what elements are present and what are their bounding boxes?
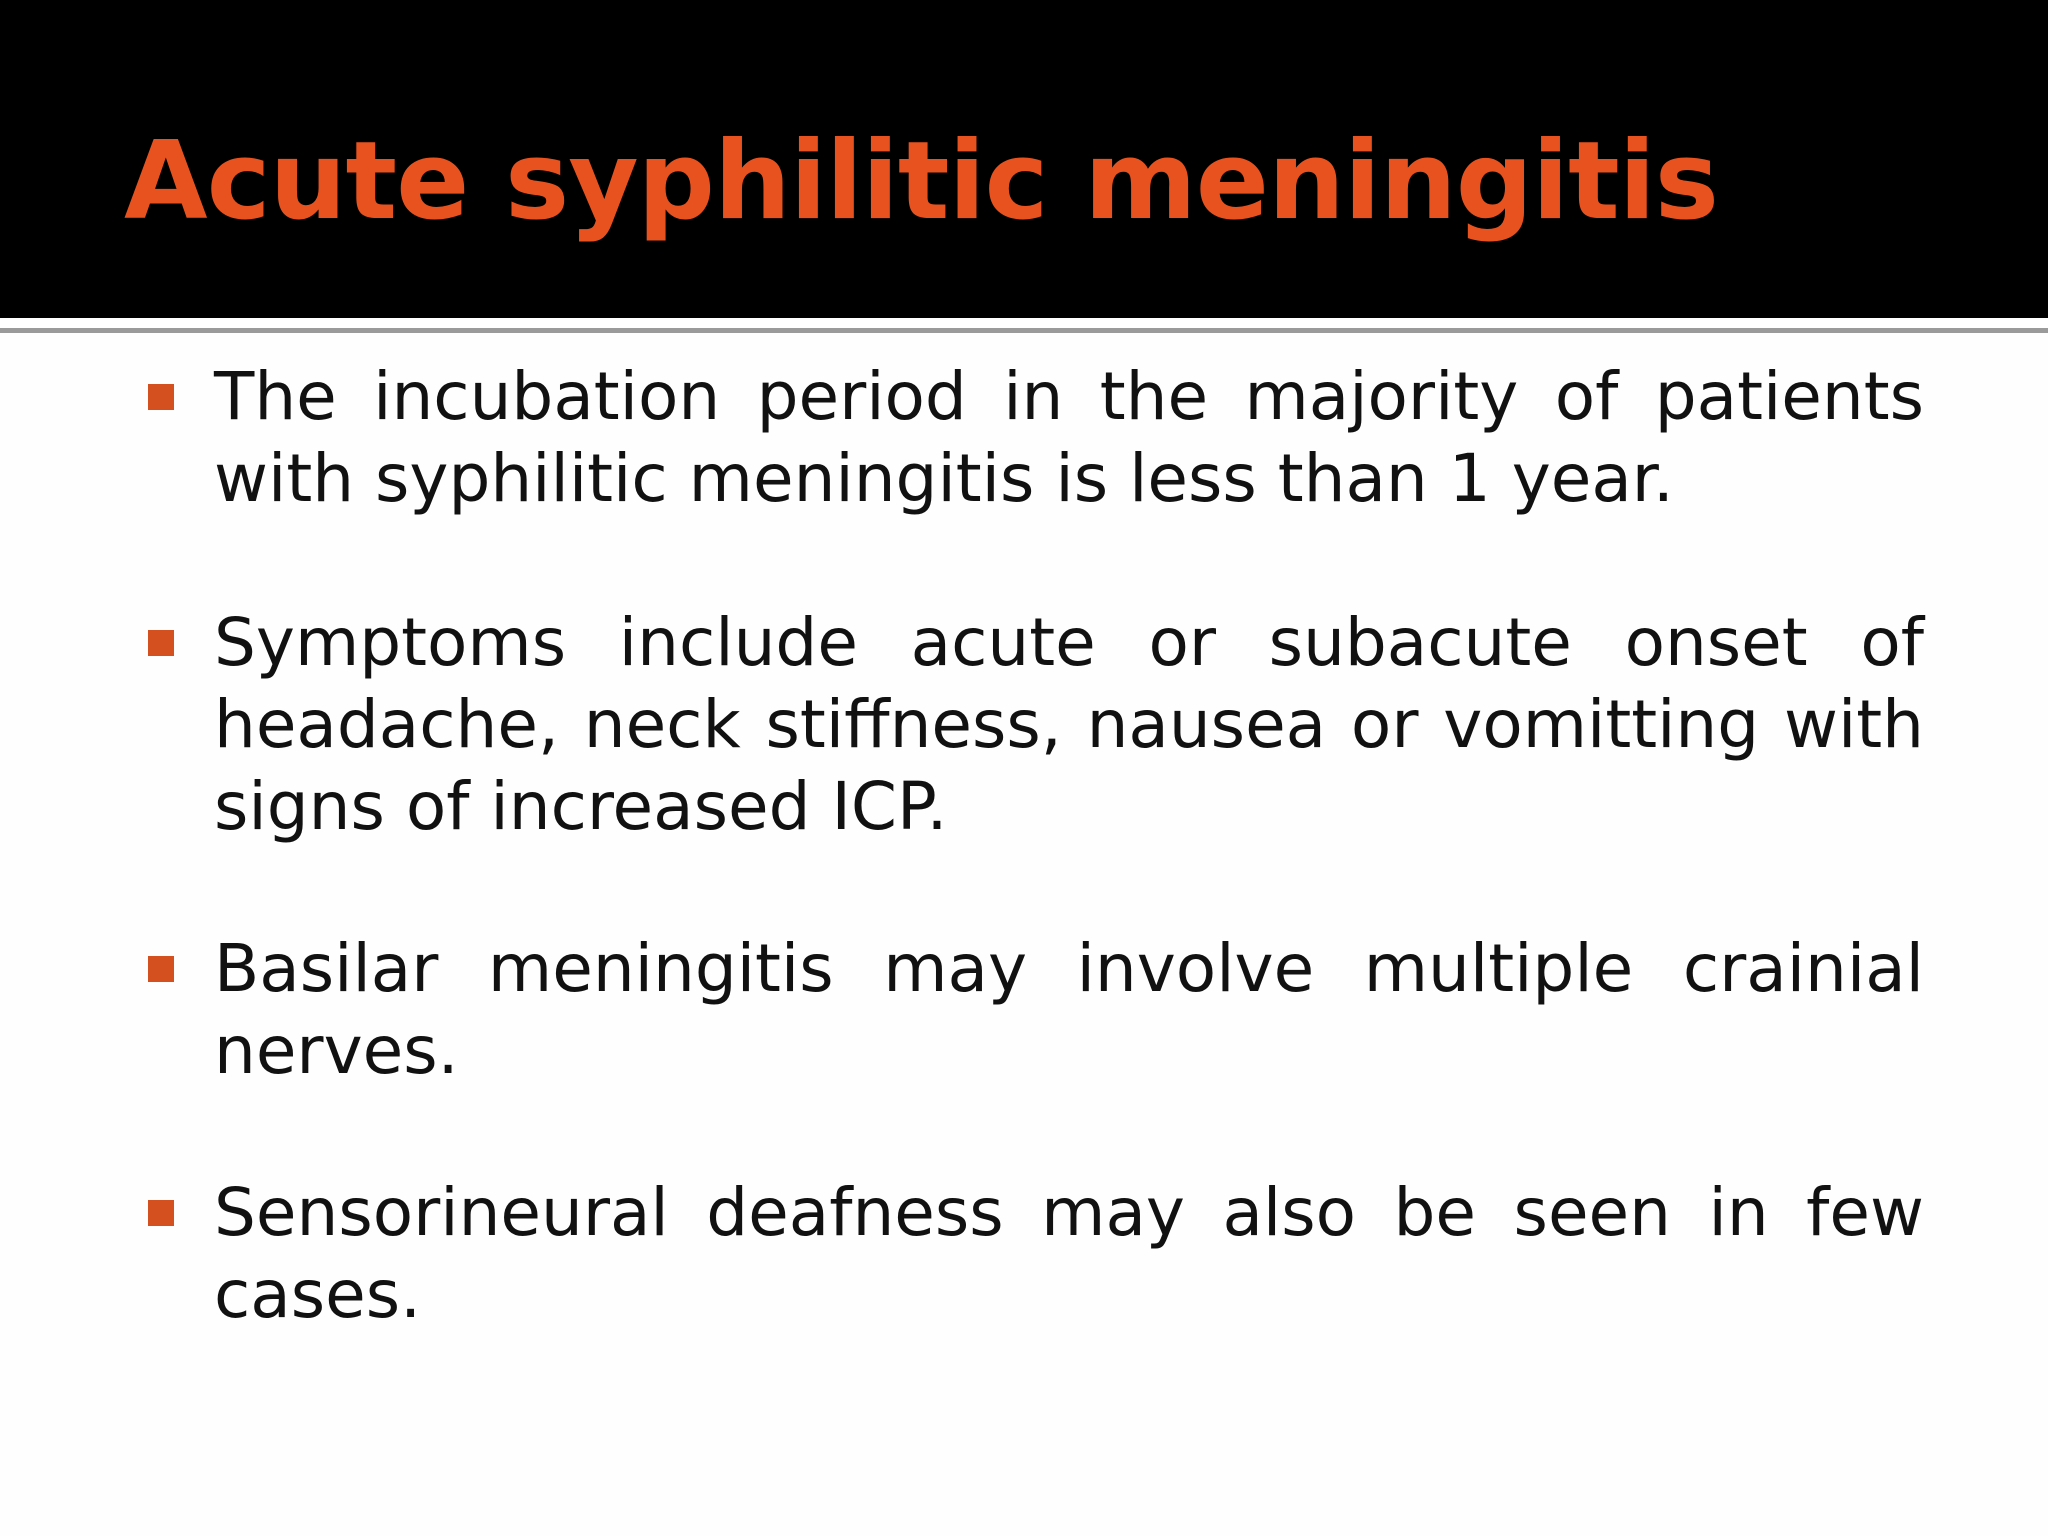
title-band [0, 0, 2048, 318]
bullet-text: Basilar meningitis may involve multiple crainial nerves. [214, 930, 1924, 1089]
square-bullet-icon [148, 384, 174, 410]
title-divider [0, 328, 2048, 333]
bullet-text: The incubation period in the majority of patients with syphilitic meningitis is less than 1 year. [214, 358, 1924, 517]
square-bullet-icon [148, 956, 174, 982]
bullet-text: Sensorineural deafness may also be seen in few cases. [214, 1174, 1924, 1333]
square-bullet-icon [148, 1200, 174, 1226]
bullet-text: Symptoms include acute or subacute onset of headache, neck stiffness, nausea or vomitting with signs of increased ICP. [214, 604, 1924, 845]
title-divider-light [0, 318, 2048, 328]
slide-title: Acute syphilitic meningitis [124, 119, 1719, 244]
square-bullet-icon [148, 630, 174, 656]
